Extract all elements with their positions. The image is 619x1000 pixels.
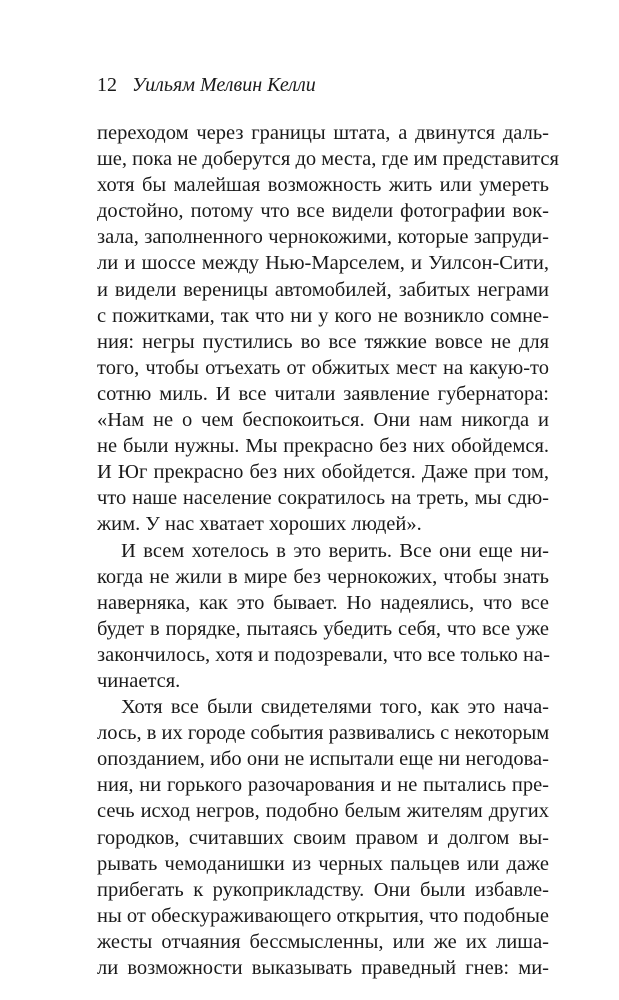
text-line: ния: негры пустились во все тяжкие вовсе не для <box>97 330 549 353</box>
text-line: городков, считавших своим правом и долгом вы- <box>97 826 549 849</box>
text-line: И всем хотелось в это верить. Все они еще ни- <box>121 539 549 562</box>
text-line: того, чтобы отъехать от обжитых мест на какую-то <box>97 356 549 379</box>
text-line: наверняка, как это бывает. Но надеялись, что все <box>97 591 549 614</box>
text-line: ше, пока не доберутся до места, где им представится <box>97 148 559 171</box>
text-line: жесты отчаяния бессмысленны, или же их лиша- <box>97 930 549 953</box>
text-line: ны от обескураживающего открытия, что подобные <box>97 904 549 927</box>
text-line: опозданием, ибо они не испытали еще ни негодова- <box>97 748 549 771</box>
text-line: будет в порядке, пытаясь убедить себя, что все уже <box>97 617 549 640</box>
text-line: ли и шоссе между Нью-Марселем, и Уилсон-Сити, <box>97 252 549 275</box>
text-line: хотя бы малейшая возможность жить или умереть <box>97 174 549 197</box>
text-line: ли возможности выказывать праведный гнев: ми- <box>97 957 549 979</box>
text-line: с пожитками, так что ни у кого не возникло сомне- <box>97 304 549 327</box>
text-line: лось, в их городе события развивались с некоторым <box>97 722 550 745</box>
page-header <box>97 72 316 98</box>
text-line: переходом через границы штата, а двинутся даль- <box>97 122 549 144</box>
text-line: зала, заполненного чернокожими, которые запруди- <box>97 226 549 249</box>
text-line: что наше население сократилось на треть, мы сдю- <box>97 487 549 510</box>
text-line: сечь исход негров, подобно белым жителям других <box>97 800 549 823</box>
text-line: закончилось, хотя и подозревали, что все только на- <box>97 643 550 666</box>
text-line: и видели вереницы автомобилей, забитых неграми <box>97 278 549 301</box>
running-head: Уильям Мелвин Келли <box>132 74 316 96</box>
text-line: прибегать к рукоприкладству. Они были избавле- <box>97 878 549 901</box>
text-line: когда не жили в мире без чернокожих, чтобы знать <box>97 565 549 588</box>
body-text <box>97 120 559 981</box>
text-line: И Юг прекрасно без них обойдется. Даже при том, <box>97 461 549 484</box>
text-line: не были нужны. Мы прекрасно без них обойдемся. <box>97 435 549 458</box>
text-line: жим. У нас хватает хороших людей». <box>97 513 422 536</box>
text-line: достойно, потому что все видели фотографии вок- <box>97 200 549 223</box>
text-line: чинается. <box>97 669 181 692</box>
text-line: ния, ни горького разочарования и не пытались пре- <box>97 774 549 797</box>
text-line: рывать чемоданишки из черных пальцев или даже <box>97 852 549 875</box>
text-line: Хотя все были свидетелями того, как это нача- <box>121 696 549 719</box>
text-line: сотню миль. И все читали заявление губернатора: <box>97 382 549 405</box>
text-line: «Нам не о чем беспокоиться. Они нам никогда и <box>97 409 549 432</box>
page-number: 12 <box>97 74 117 96</box>
